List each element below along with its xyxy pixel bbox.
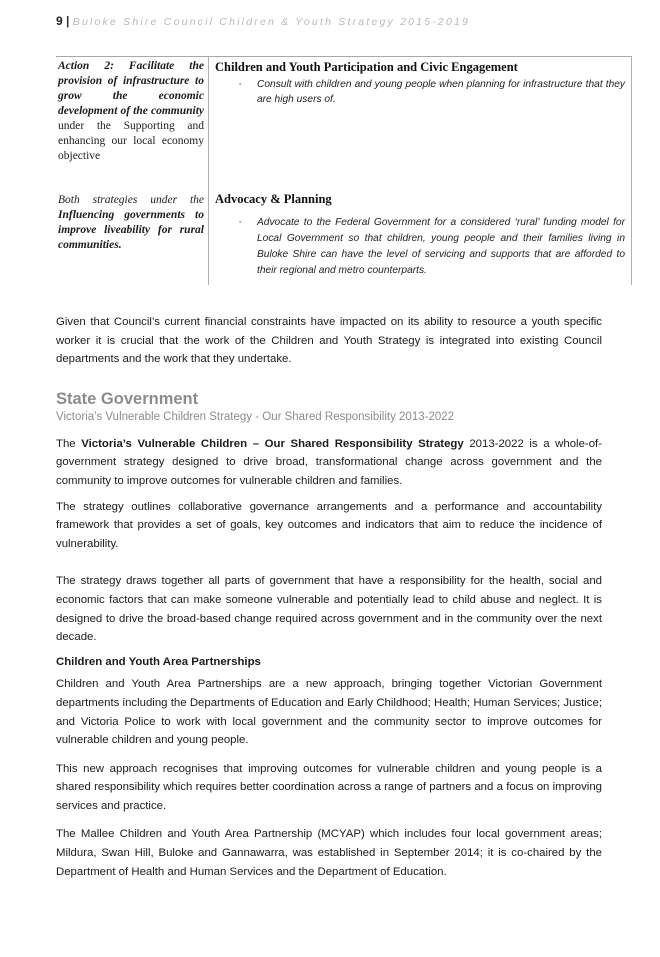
table-row — [56, 57, 632, 187]
page-number: 9 — [56, 14, 63, 28]
main-content — [56, 313, 602, 881]
row1-objective-cell — [56, 57, 209, 187]
bullet-icon: ▪ — [239, 81, 242, 88]
intro-paragraph: Given that Council’s current financial constraints have impacted on its ability to resource a youth specific worker it is crucial that the work of the Children and Youth Strategy is integrated into existing Council departments and the work that they undertake. — [56, 316, 602, 366]
governance-paragraph: The strategy outlines collaborative governance arrangements and a performance and accountability framework that provides a set of goals, key outcomes and indicators that aim to reduce the incidence of vulnerability. — [56, 500, 602, 550]
page-header — [56, 12, 602, 31]
mcyap-paragraph: The Mallee Children and Youth Area Partnership (MCYAP) which includes four local government areas; Mildura, Swan Hill, Buloke and Gannawarra, was established in September 2014; it is co-chaired by the Department of Health and Human Services and the Department of Education. — [56, 828, 602, 878]
row1-objective-lead: Action 2: Facilitate the provision of infrastructure to grow the economic development of the community — [58, 60, 204, 117]
action-table — [56, 56, 632, 285]
table-row — [56, 187, 632, 285]
partnerships-paragraph: Children and Youth Area Partnerships are a new approach, bringing together Victorian Government departments including the Departments of Education and Early Childhood; Health; Human Services; Justice; and Victoria Police to work with local government and the community sector to improve outcomes for vulnerable children and young people. — [56, 678, 602, 747]
draws-together-paragraph: The strategy draws together all parts of government that have a responsibility for the health, social and economic factors that can make someone vulnerable and potentially lead to child abuse and neglect. It is designed to drive the broad-based change required across government and in the community over the next decade. — [56, 575, 602, 644]
row1-heading: Children and Youth Participation and Civic Engagement — [215, 60, 518, 74]
bullet-icon: ▪ — [239, 219, 242, 226]
row2-objective-cell — [56, 187, 209, 285]
row2-action-cell — [209, 187, 632, 285]
row2-objective-rest: Influencing governments to improve liveability for rural communities. — [58, 209, 204, 251]
strategy-paragraph — [56, 435, 602, 491]
new-approach-paragraph: This new approach recognises that improving outcomes for vulnerable children and young people is a shared responsibility which requires better coordination across a range of partners and a focus on improving services and practice. — [56, 762, 602, 812]
header-separator: | — [66, 14, 70, 28]
row2-objective-lead: Both strategies under the — [58, 194, 204, 206]
row1-objective-rest: under the Supporting and enhancing our local economy objective — [58, 120, 204, 162]
para1-post: 2013-2022 is a whole-of-government strategy designed to drive broad, transformational change across government and the community to improve outcomes for vulnerable children and families. — [56, 437, 602, 487]
row2-bullet-text: Advocate to the Federal Government for a considered ‘rural’ funding model for Local Government so that children, young people and their families living in Buloke Shire can have the level of servicing and supports that are afforded to their regional and metro counterparts. — [257, 217, 625, 276]
para1-pre: The — [56, 437, 82, 450]
list-item — [215, 215, 625, 279]
row2-heading: Advocacy & Planning — [215, 192, 332, 206]
strategy-name: Victoria’s Vulnerable Children – Our Shared Responsibility Strategy — [81, 437, 464, 450]
section-subtitle: Victoria’s Vulnerable Children Strategy - Our Shared Responsibility 2013-2022 — [56, 410, 455, 423]
section-title: State Government — [56, 389, 199, 408]
row2-bullet-list — [215, 215, 625, 279]
row1-bullet-list — [215, 77, 625, 107]
row1-bullet-text: Consult with children and young people when planning for infrastructure that they are high users of. — [257, 79, 625, 105]
document-title: Buloke Shire Council Children & Youth Strategy 2015-2019 — [72, 16, 471, 28]
partnerships-heading: Children and Youth Area Partnerships — [56, 655, 261, 668]
row1-action-cell — [209, 57, 632, 187]
list-item — [215, 77, 625, 107]
